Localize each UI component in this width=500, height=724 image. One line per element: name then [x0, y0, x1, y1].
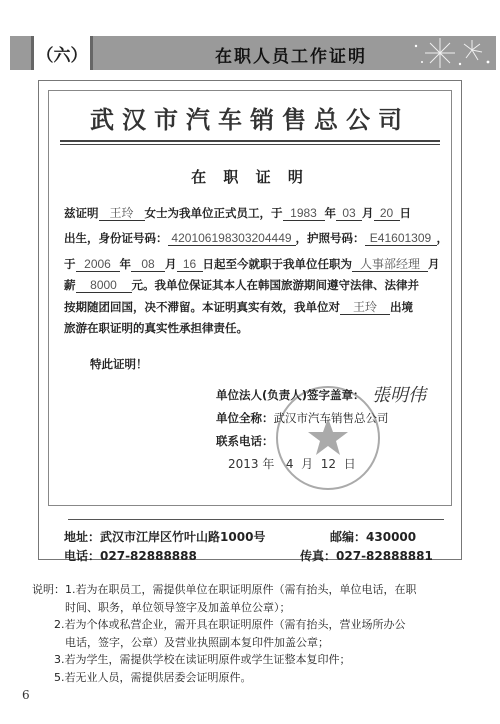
- page-title: 在职人员工作证明: [215, 47, 367, 67]
- birth-month: 03: [336, 207, 362, 221]
- firework-decoration-icon: [410, 36, 496, 70]
- note-line: 说明：1.若为在职员工，需提供单位在职证明原件（需有抬头，单位电话，在职: [32, 583, 417, 596]
- tel-line: 电话：027-82888888: [64, 549, 197, 563]
- closing-text: 特此证明！: [90, 357, 148, 371]
- page-number: 6: [22, 688, 30, 702]
- full-name-line: 单位全称：武汉市汽车销售总公司: [216, 411, 389, 425]
- chapter-label: （六）: [31, 36, 93, 70]
- notes: [32, 581, 482, 686]
- join-day: 16: [177, 258, 203, 272]
- note-line: 时间、职务，单位领导签字及加盖单位公章）；: [32, 600, 291, 614]
- note-line: 电话，签字，公章）及营业执照副本复印件加盖公章；: [32, 635, 329, 649]
- footer-rule: [68, 519, 444, 520]
- body-line-3: 于 2006 年 08 月 16 日起至今就职于我单位任职为 人事部经理 月: [64, 257, 440, 271]
- join-month: 08: [131, 258, 165, 272]
- body-line-1: 兹证明 王玲 女士为我单位正式员工，于 1983 年 03 月 20 日: [64, 206, 411, 220]
- address-line: 地址：武汉市江岸区竹叶山路1000号: [64, 530, 266, 544]
- join-year: 2006: [76, 258, 120, 272]
- note-line: 2.若为个体或私营企业，需开具在职证明原件（需有抬头，营业场所办公: [32, 618, 406, 631]
- note-line: 5.若无业人员，需提供居委会证明原件。: [32, 670, 252, 684]
- position: 人事部经理: [352, 258, 428, 272]
- birth-year: 1983: [283, 207, 325, 221]
- body-line-2: 出生，身份证号码： 420106198303204449 ，护照号码： E41601309 ，: [64, 231, 448, 245]
- passport-number: E41601309: [365, 232, 437, 246]
- certificate-title: 在 职 证 明: [191, 168, 309, 186]
- body-line-5: 按期随团回国，决不滞留。本证明真实有效，我单位对 王玲 出境: [64, 300, 413, 314]
- phone-label: 联系电话：: [216, 434, 274, 448]
- note-line: 3.若为学生，需提供学校在读证明原件或学生证整本复印件；: [32, 653, 351, 666]
- postcode-line: 邮编：430000: [330, 530, 417, 544]
- birth-day: 20: [374, 207, 400, 221]
- company-letterhead: 武汉市汽车销售总公司: [90, 105, 410, 134]
- salary: 8000: [76, 279, 132, 293]
- body-line-4: 薪 8000 元。我单位保证其本人在韩国旅游期间遵守法律、法律并: [64, 278, 419, 292]
- id-number: 420106198303204449: [168, 232, 296, 246]
- issue-date: 2013 年 4 月 12 日: [228, 457, 356, 471]
- employee-name: 王玲: [99, 207, 145, 221]
- letterhead-rule: [60, 140, 440, 145]
- body-line-6: 旅游在职证明的真实性承担律责任。: [64, 321, 248, 335]
- handwritten-signature: 張明伟: [372, 385, 426, 406]
- legal-rep-label: 单位法人(负责人)签字盖章：: [216, 388, 365, 402]
- fax-line: 传真：027-82888881: [300, 549, 433, 563]
- full-name-value: 武汉市汽车销售总公司: [273, 411, 389, 425]
- employee-name-2: 王玲: [340, 301, 390, 315]
